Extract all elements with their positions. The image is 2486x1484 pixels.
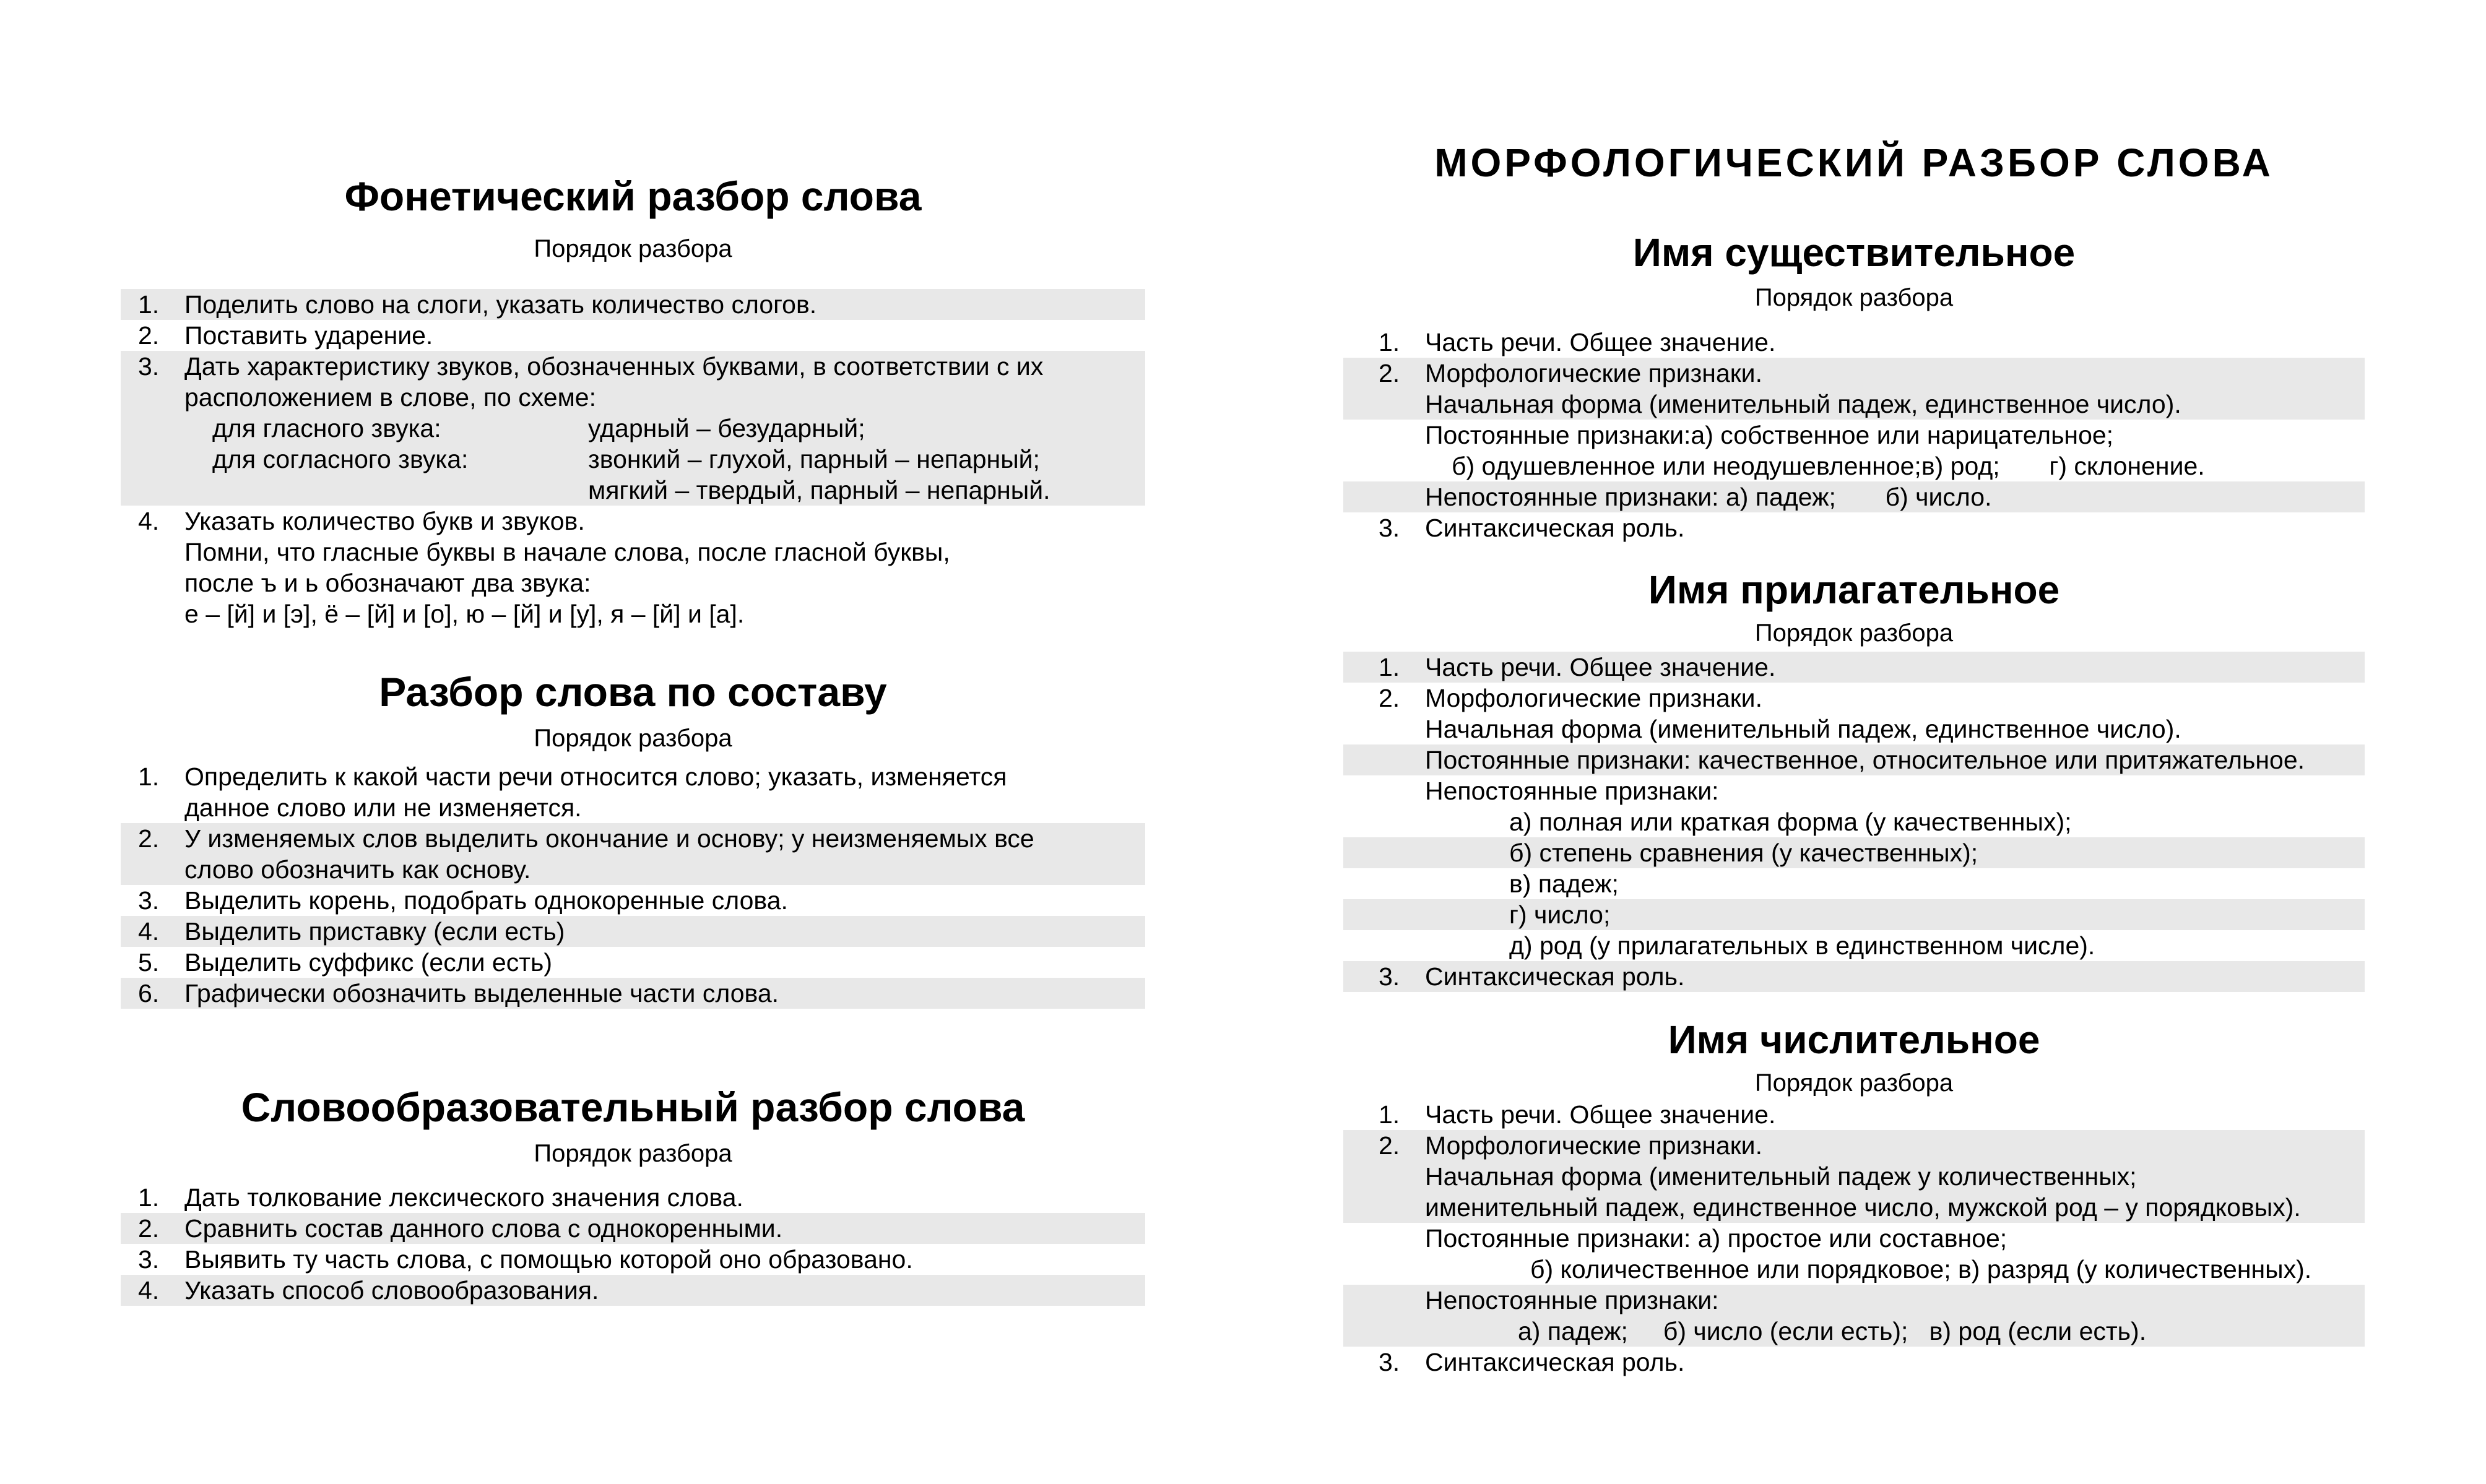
item-text: Графически обозначить выделенные части слова. xyxy=(184,979,779,1007)
list-item xyxy=(121,978,1145,1009)
item-text: Морфологические признаки. xyxy=(1425,1131,1762,1160)
list-item xyxy=(1343,714,2365,744)
list-item xyxy=(1343,806,2365,837)
item-text: Постоянные признаки:а) собственное или нарицательное; xyxy=(1425,421,2114,449)
item-text: Поделить слово на слоги, указать количество слогов. xyxy=(184,290,817,319)
item-text: Синтаксическая роль. xyxy=(1425,1348,1685,1376)
list-item xyxy=(1343,868,2365,899)
item-text: Морфологические признаки. xyxy=(1425,684,1762,712)
section-numeral xyxy=(1343,1012,2365,1378)
item-text: Помни, что гласные буквы в начале слова, после гласной буквы, xyxy=(184,538,950,566)
item-text: данное слово или не изменяется. xyxy=(184,793,582,822)
item-text: Указать количество букв и звуков. xyxy=(184,507,585,535)
list-item xyxy=(121,947,1145,978)
item-text: расположением в слове, по схеме: xyxy=(184,383,596,412)
ordered-list xyxy=(1343,327,2365,543)
list-item xyxy=(1343,358,2365,389)
list-item xyxy=(121,761,1145,792)
item-text: Непостоянные признаки: xyxy=(1425,1286,1719,1314)
list-item xyxy=(121,1182,1145,1213)
item-number: 5. xyxy=(138,948,160,977)
item-number: 1. xyxy=(138,290,160,319)
list-item xyxy=(121,506,1145,537)
item-text: б) одушевленное или неодушевленное;в) род; г) склонение. xyxy=(1452,452,2205,480)
left-column xyxy=(121,0,1145,1306)
item-text: Постоянные признаки: а) простое или составное; xyxy=(1425,1224,2007,1253)
list-item xyxy=(1343,899,2365,930)
item-number: 4. xyxy=(138,507,160,535)
item-text: Постоянные признаки: качественное, относительное или притяжательное. xyxy=(1425,746,2305,774)
item-text: Сравнить состав данного слова с однокоренными. xyxy=(184,1214,783,1243)
item-text: Начальная форма (именительный падеж у количественных; xyxy=(1425,1162,2137,1191)
list-item xyxy=(121,1244,1145,1275)
list-item xyxy=(121,444,1145,475)
schema-value: ударный – безударный; xyxy=(588,414,865,442)
item-text: д) род (у прилагательных в единственном числе). xyxy=(1509,931,2095,960)
schema-label: для гласного звука: xyxy=(212,414,441,442)
ordered-list xyxy=(1343,1099,2365,1378)
item-text: Начальная форма (именительный падеж, единственное число). xyxy=(1425,715,2181,743)
ordered-list xyxy=(1343,652,2365,992)
list-item xyxy=(1343,652,2365,683)
list-item xyxy=(121,320,1145,351)
section-title: Имя существительное xyxy=(1632,230,2076,275)
item-text xyxy=(184,413,865,444)
section-title: Имя прилагательное xyxy=(1648,567,2060,612)
section-subtitle: Порядок разбора xyxy=(534,725,732,752)
item-number: 3. xyxy=(138,352,160,381)
list-item xyxy=(1343,327,2365,358)
section-word-composition xyxy=(121,664,1145,1009)
item-text: именительный падеж, единственное число, мужской род – у порядковых). xyxy=(1425,1193,2301,1222)
item-number: 3. xyxy=(1379,514,1400,542)
item-text: У изменяемых слов выделить окончание и основу; у неизменяемых все xyxy=(184,824,1034,853)
list-item xyxy=(121,1213,1145,1244)
section-subtitle: Порядок разбора xyxy=(1754,1069,1954,1097)
section-title: Разбор слова по составу xyxy=(379,669,887,715)
section-phonetic-parsing xyxy=(121,168,1145,629)
section-subtitle: Порядок разбора xyxy=(1754,619,1954,647)
list-item xyxy=(1343,512,2365,543)
item-number: 1. xyxy=(1379,653,1400,681)
list-item xyxy=(1343,420,2365,451)
schema-label: для согласного звука: xyxy=(212,445,469,473)
list-item xyxy=(1343,775,2365,806)
list-item xyxy=(1343,744,2365,775)
list-item xyxy=(1343,930,2365,961)
item-text xyxy=(184,444,1040,475)
item-text: Выявить ту часть слова, с помощью которой оно образовано. xyxy=(184,1245,913,1274)
item-number: 3. xyxy=(1379,962,1400,991)
list-item xyxy=(121,916,1145,947)
section-adjective xyxy=(1343,562,2365,992)
list-item xyxy=(121,598,1145,629)
item-text: в) падеж; xyxy=(1509,869,1619,898)
item-text: б) количественное или порядковое; в) разряд (у количественных). xyxy=(1530,1255,2312,1283)
list-item xyxy=(1343,1099,2365,1130)
list-item xyxy=(121,792,1145,823)
item-text: Выделить приставку (если есть) xyxy=(184,917,565,946)
list-item xyxy=(121,289,1145,320)
list-item xyxy=(1343,451,2365,481)
list-item xyxy=(121,885,1145,916)
list-item xyxy=(1343,1347,2365,1378)
item-number: 3. xyxy=(138,1245,160,1274)
list-item xyxy=(1343,1192,2365,1223)
item-number: 2. xyxy=(1379,359,1400,387)
item-text: а) полная или краткая форма (у качественных); xyxy=(1509,808,2072,836)
item-number: 4. xyxy=(138,917,160,946)
item-number: 3. xyxy=(138,886,160,915)
list-item xyxy=(121,567,1145,598)
list-item xyxy=(121,537,1145,567)
item-number: 3. xyxy=(1379,1348,1400,1376)
list-item xyxy=(1343,1130,2365,1161)
list-item xyxy=(121,854,1145,885)
section-title: Фонетический разбор слова xyxy=(344,173,922,219)
section-title: Словообразовательный разбор слова xyxy=(241,1084,1025,1130)
item-text xyxy=(184,475,1050,506)
item-text: слово обозначить как основу. xyxy=(184,855,531,884)
item-number: 1. xyxy=(1379,328,1400,356)
item-text: Начальная форма (именительный падеж, единственное число). xyxy=(1425,390,2181,418)
right-column xyxy=(1343,0,2365,1378)
item-text: Поставить ударение. xyxy=(184,321,433,350)
ordered-list xyxy=(121,289,1145,629)
item-number: 6. xyxy=(138,979,160,1007)
item-number: 4. xyxy=(138,1276,160,1305)
item-text: Выделить суффикс (если есть) xyxy=(184,948,552,977)
item-text: е – [й] и [э], ё – [й] и [о], ю – [й] и [у], я – [й] и [а]. xyxy=(184,600,745,628)
item-text: Морфологические признаки. xyxy=(1425,359,1762,387)
item-text: Непостоянные признаки: xyxy=(1425,777,1719,805)
list-item xyxy=(1343,481,2365,512)
item-text: б) степень сравнения (у качественных); xyxy=(1509,839,1978,867)
item-text: Дать характеристику звуков, обозначенных буквами, в соответствии с их xyxy=(184,352,1044,381)
section-subtitle: Порядок разбора xyxy=(1754,284,1954,311)
item-number: 1. xyxy=(1379,1100,1400,1129)
list-item xyxy=(121,351,1145,382)
item-text: после ъ и ь обозначают два звука: xyxy=(184,569,591,597)
list-item xyxy=(121,382,1145,413)
item-text: Непостоянные признаки: а) падеж; б) число. xyxy=(1425,483,1992,511)
item-number: 2. xyxy=(138,824,160,853)
item-text: Часть речи. Общее значение. xyxy=(1425,1100,1776,1129)
item-text: Выделить корень, подобрать однокоренные слова. xyxy=(184,886,788,915)
item-text: Определить к какой части речи относится слово; указать, изменяется xyxy=(184,762,1007,791)
item-number: 2. xyxy=(1379,684,1400,712)
item-text: а) падеж; б) число (если есть); в) род (если есть). xyxy=(1518,1317,2147,1345)
list-item xyxy=(1343,837,2365,868)
section-subtitle: Порядок разбора xyxy=(534,235,732,262)
ordered-list xyxy=(121,761,1145,1009)
list-item xyxy=(1343,1316,2365,1347)
item-text: Синтаксическая роль. xyxy=(1425,962,1685,991)
morphological-parsing-title: МОРФОЛОГИЧЕСКИЙ РАЗБОР СЛОВА xyxy=(1434,140,2274,185)
section-noun xyxy=(1343,225,2365,543)
list-item xyxy=(1343,389,2365,420)
item-number: 2. xyxy=(1379,1131,1400,1160)
list-item xyxy=(121,1275,1145,1306)
item-text: Часть речи. Общее значение. xyxy=(1425,328,1776,356)
item-text: Указать способ словообразования. xyxy=(184,1276,599,1305)
list-item xyxy=(1343,1254,2365,1285)
list-item xyxy=(1343,683,2365,714)
item-number: 2. xyxy=(138,1214,160,1243)
ordered-list xyxy=(121,1182,1145,1306)
item-number: 1. xyxy=(138,762,160,791)
item-number: 2. xyxy=(138,321,160,350)
item-text: Часть речи. Общее значение. xyxy=(1425,653,1776,681)
schema-value: мягкий – твердый, парный – непарный. xyxy=(588,476,1050,504)
section-word-formation xyxy=(121,1079,1145,1306)
item-number: 1. xyxy=(138,1183,160,1212)
list-item xyxy=(1343,1223,2365,1254)
list-item xyxy=(1343,1285,2365,1316)
section-title: Имя числительное xyxy=(1668,1017,2040,1062)
list-item xyxy=(1343,1161,2365,1192)
item-text: г) число; xyxy=(1509,900,1611,929)
list-item xyxy=(121,475,1145,506)
list-item xyxy=(121,823,1145,854)
item-text: Синтаксическая роль. xyxy=(1425,514,1685,542)
schema-value: звонкий – глухой, парный – непарный; xyxy=(588,445,1040,473)
item-text: Дать толкование лексического значения слова. xyxy=(184,1183,743,1212)
list-item xyxy=(121,413,1145,444)
section-subtitle: Порядок разбора xyxy=(534,1140,732,1167)
list-item xyxy=(1343,961,2365,992)
